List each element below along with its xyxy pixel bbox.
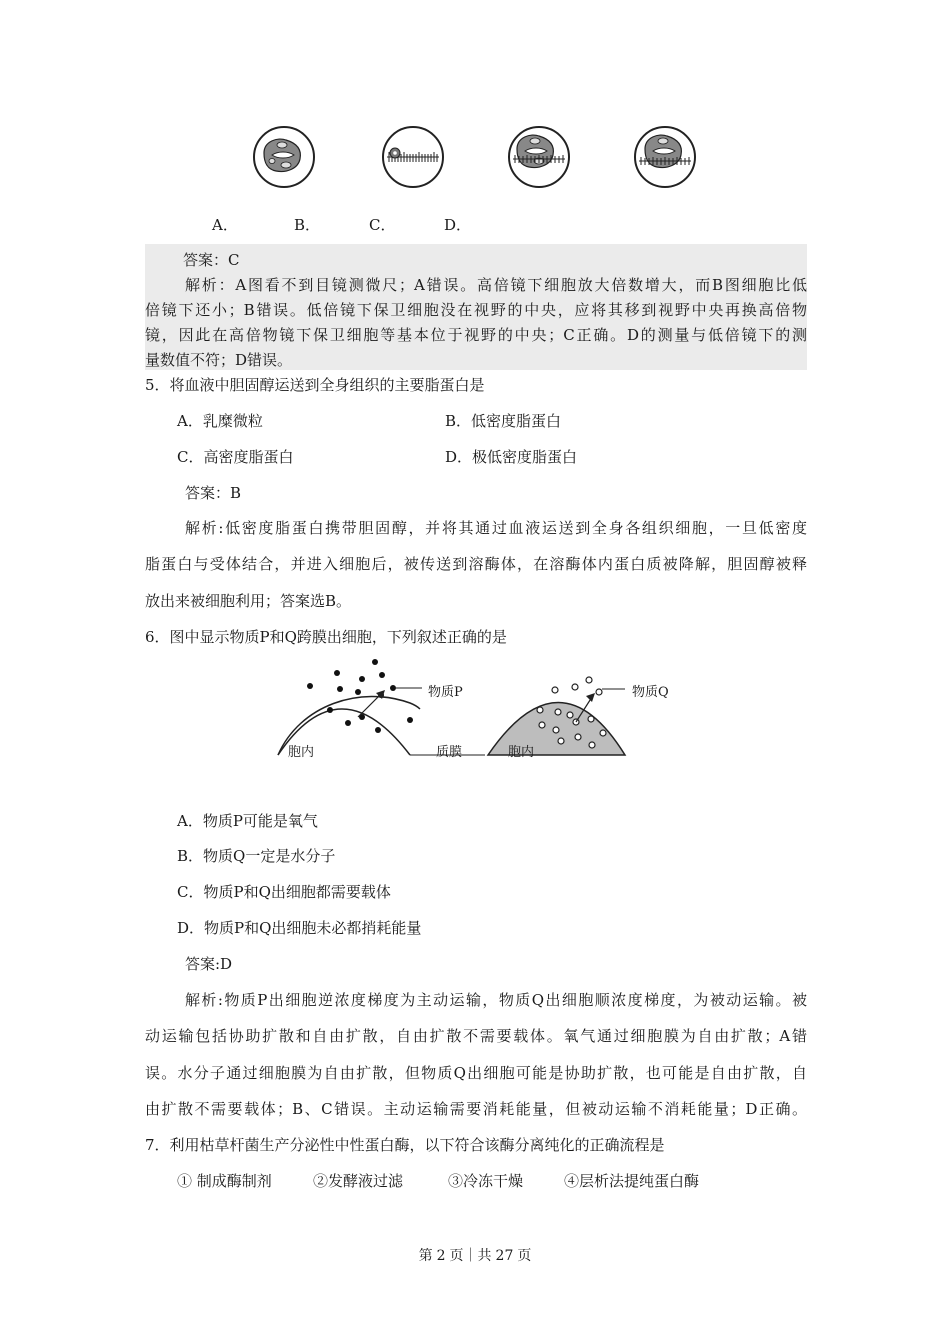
q7-step-1: ① 制成酶制剂 (177, 1172, 272, 1190)
q5-stem: 5．将血液中胆固醇运送到全身组织的主要脂蛋白是 (145, 376, 485, 394)
microscope-field-c-figure (507, 125, 571, 189)
microscope-field-d-figure (633, 125, 697, 189)
q4-option-d: D． (444, 216, 472, 234)
q6-analysis-line-2: 动运输包括协助扩散和自由扩散，自由扩散不需要载体。氧气通过细胞膜为自由扩散；A错 (145, 1027, 807, 1045)
q4-answer: 答案：C (183, 251, 240, 269)
q5-option-d: D．极低密度脂蛋白 (445, 448, 578, 466)
q6-option-b: B．物质Q一定是水分子 (177, 847, 336, 865)
q6-analysis-line-1: 解析:物质P出细胞逆浓度梯度为主动运输，物质Q出细胞顺浓度梯度，为被动运输。被 (185, 991, 807, 1009)
label-intracellular-left: 胞内 (288, 745, 315, 760)
footer-suffix: 页 (517, 1248, 532, 1264)
page-footer (0, 1245, 950, 1265)
label-substance-p: 物质P (428, 685, 463, 700)
q6-analysis-line-4: 由扩散不需要载体；B、C错误。主动运输需要消耗能量，但被动运输不消耗能量；D正确。 (145, 1100, 807, 1118)
q5-analysis-line-2: 脂蛋白与受体结合，并进入细胞后，被传送到溶酶体，在溶酶体内蛋白质被降解，胆固醇被释 (145, 555, 807, 573)
q6-option-d: D．物质P和Q出细胞未必都捎耗能量 (177, 919, 422, 937)
footer-mid: 页｜共 (449, 1248, 492, 1264)
q5-analysis-line-3: 放出来被细胞利用；答案选B。 (145, 592, 352, 610)
q7-stem: 7．利用枯草杆菌生产分泌性中性蛋白酶，以下符合该酶分离纯化的正确流程是 (145, 1136, 665, 1154)
q7-step-3: ③冷冻干燥 (448, 1172, 524, 1190)
label-substance-q: 物质Q (632, 685, 669, 700)
label-intracellular-right: 胞内 (508, 745, 535, 760)
footer-page-number: 2 (436, 1248, 446, 1264)
q4-analysis-line-4: 量数值不符；D错误。 (145, 351, 293, 369)
q4-option-b: B． (294, 216, 321, 234)
q5-answer: 答案：B (185, 484, 242, 502)
q4-analysis-line-2: 倍镜下还小；B错误。低倍镜下保卫细胞没在视野的中央，应将其移到视野中央再换高倍物 (145, 301, 807, 319)
q6-option-c: C．物质P和Q出细胞都需要载体 (177, 883, 391, 901)
q4-option-a: A． (212, 216, 238, 234)
footer-prefix: 第 (418, 1248, 433, 1264)
q6-stem: 6．图中显示物质P和Q跨膜出细胞，下列叙述正确的是 (145, 628, 507, 646)
footer-total-pages: 27 (495, 1248, 514, 1264)
q4-analysis-line-1: 解析：A图看不到目镜测微尺；A错误。高倍镜下细胞放大倍数增大，而B图细胞比低 (185, 276, 807, 294)
q5-option-c: C．高密度脂蛋白 (177, 448, 294, 466)
q7-step-4: ④层析法提纯蛋白酶 (564, 1172, 700, 1190)
q6-analysis-line-3: 误。水分子通过细胞膜为自由扩散，但物质Q出细胞可能是协助扩散，也可能是自由扩散，自 (145, 1064, 807, 1082)
label-plasma-membrane: 质膜 (436, 745, 463, 760)
microscope-field-a-figure (252, 125, 316, 189)
q7-step-2: ②发酵液过滤 (313, 1172, 404, 1190)
q4-analysis-line-3: 镜，因此在高倍物镜下保卫细胞等基本位于视野的中央；C正确。D的测量与低倍镜下的测 (145, 326, 807, 344)
q6-answer: 答案:D (185, 955, 233, 973)
q5-option-b: B．低密度脂蛋白 (445, 412, 562, 430)
microscope-field-b-figure (381, 125, 445, 189)
q5-option-a: A．乳糜微粒 (177, 412, 263, 430)
q6-option-a: A．物质P可能是氧气 (177, 812, 318, 830)
membrane-transport-figure (270, 655, 690, 765)
q5-analysis-line-1: 解析:低密度脂蛋白携带胆固醇，并将其通过血液运送到全身各组织细胞，一旦低密度 (185, 519, 807, 537)
q4-option-c: C． (369, 216, 396, 234)
